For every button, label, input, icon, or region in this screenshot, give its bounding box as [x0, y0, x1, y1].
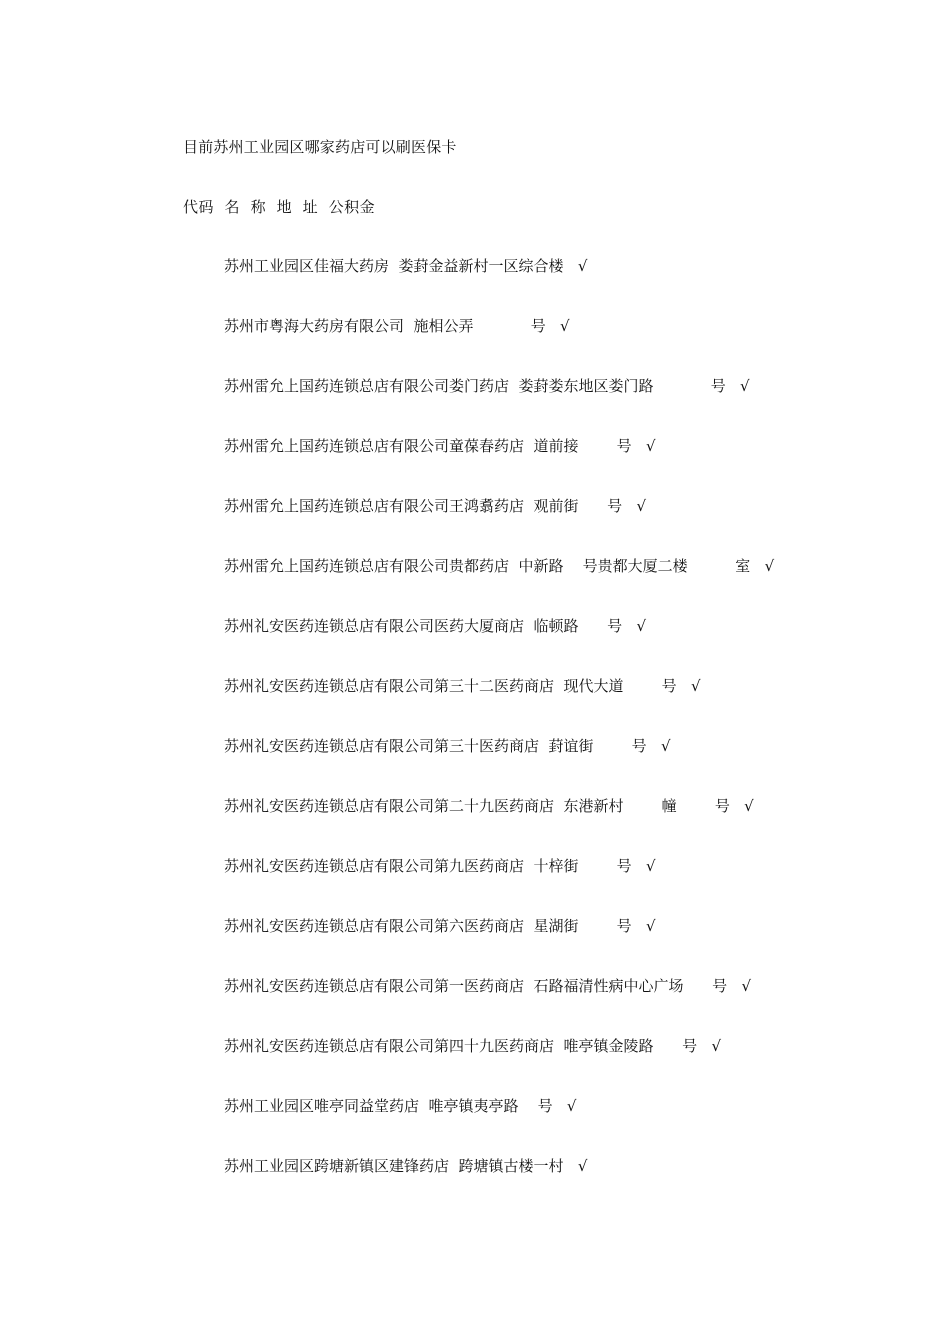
list-item: 苏州工业园区佳福大药房 娄葑金益新村一区综合楼 √	[224, 257, 588, 275]
list-item: 苏州礼安医药连锁总店有限公司第六医药商店 星湖街 号 √	[224, 917, 656, 935]
list-item: 苏州雷允上国药连锁总店有限公司贵都药店 中新路 号贵都大厦二楼 室 √	[224, 557, 775, 575]
list-item: 苏州礼安医药连锁总店有限公司第三十二医药商店 现代大道 号 √	[224, 677, 701, 695]
column-header: 代码 名 称 地 址 公积金	[183, 198, 376, 216]
list-item: 苏州礼安医药连锁总店有限公司第九医药商店 十梓街 号 √	[224, 857, 656, 875]
list-item: 苏州雷允上国药连锁总店有限公司童葆春药店 道前接 号 √	[224, 437, 656, 455]
list-item: 苏州雷允上国药连锁总店有限公司王鸿翥药店 观前街 号 √	[224, 497, 647, 515]
list-item: 苏州礼安医药连锁总店有限公司第四十九医药商店 唯亭镇金陵路 号 √	[224, 1037, 722, 1055]
list-item: 苏州礼安医药连锁总店有限公司医药大厦商店 临顿路 号 √	[224, 617, 647, 635]
pharmacy-list	[224, 256, 774, 1216]
list-item: 苏州市粤海大药房有限公司 施相公弄 号 √	[224, 317, 570, 335]
list-item: 苏州礼安医药连锁总店有限公司第二十九医药商店 东港新村 幢 号 √	[224, 797, 754, 815]
list-item: 苏州礼安医药连锁总店有限公司第三十医药商店 葑谊街 号 √	[224, 737, 671, 755]
document-title: 目前苏州工业园区哪家药店可以刷医保卡	[183, 138, 457, 156]
list-item: 苏州礼安医药连锁总店有限公司第一医药商店 石路福清性病中心广场 号 √	[224, 977, 752, 995]
list-item: 苏州工业园区跨塘新镇区建锋药店 跨塘镇古楼一村 √	[224, 1157, 588, 1175]
list-item: 苏州雷允上国药连锁总店有限公司娄门药店 娄葑娄东地区娄门路 号 √	[224, 377, 750, 395]
list-item: 苏州工业园区唯亭同益堂药店 唯亭镇夷亭路 号 √	[224, 1097, 577, 1115]
